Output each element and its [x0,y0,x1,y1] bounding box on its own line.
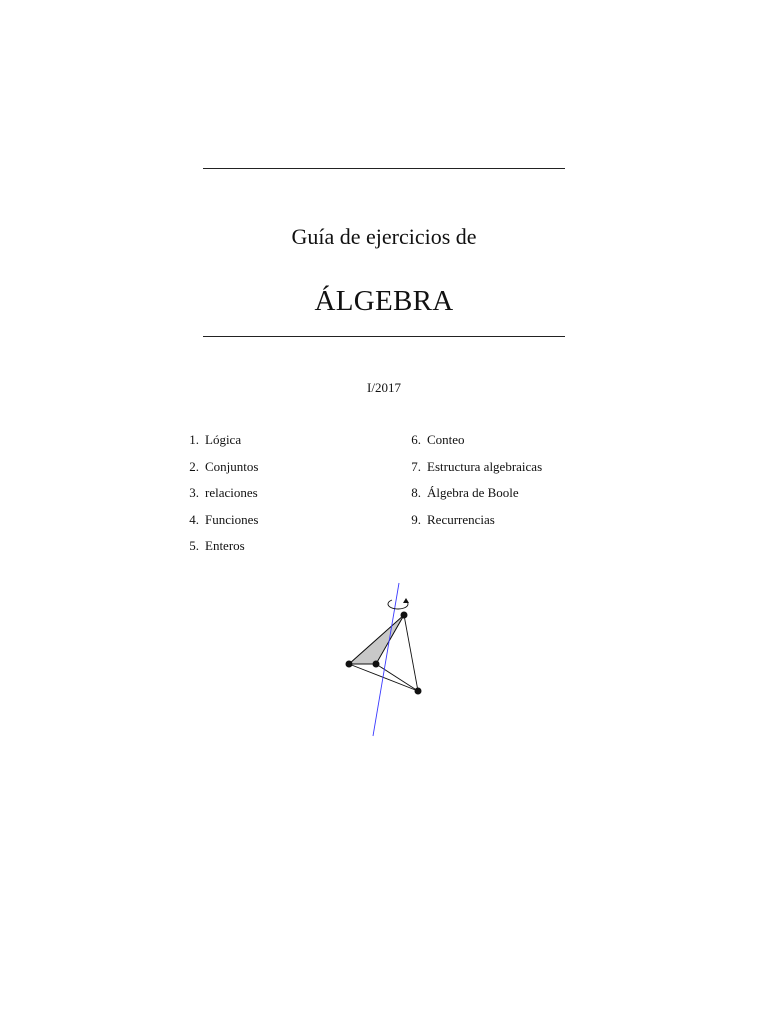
topic-label: Lógica [205,432,242,447]
tetrahedron-rotation-figure [330,578,440,740]
edge [404,615,418,691]
topic-item [180,485,258,512]
topic-number: 7. [411,458,421,474]
bottom-rule [203,336,565,337]
vertex [401,612,408,619]
topic-number: 5. [189,538,199,553]
vertex [373,661,380,668]
topic-number: 3. [189,485,199,500]
topic-item [180,538,258,565]
topic-number: 1. [189,432,199,447]
vertex [415,688,422,695]
topic-label: Funciones [205,511,259,527]
topic-number: 6. [411,432,421,447]
topic-list-left [180,432,258,565]
rotation-arrowhead-icon [403,598,409,603]
topic-label: relaciones [205,485,258,500]
topic-label: Estructura algebraicas [427,458,543,474]
topic-label: Enteros [205,538,245,553]
topic-label: Conteo [427,432,465,447]
topic-number: 2. [189,458,199,474]
topic-label: Álgebra de Boole [427,485,519,500]
topic-number: 8. [411,485,421,500]
document-title: ÁLGEBRA [314,285,454,317]
topic-label: Conjuntos [205,458,259,474]
topic-item [180,432,258,459]
vertex [346,661,353,668]
topic-item [402,432,542,459]
edge [349,664,418,691]
topic-number: 4. [189,511,199,527]
top-rule [203,168,565,169]
topic-number: 9. [411,511,421,527]
document-subtitle: Guía de ejercicios de [291,224,477,249]
topic-list-right [402,432,542,538]
topic-item [180,459,258,486]
topic-item [402,512,542,539]
topic-item [402,459,542,486]
term-label: I/2017 [367,380,401,395]
topic-item [180,512,258,539]
topic-item [402,485,542,512]
topic-label: Recurrencias [427,511,495,527]
